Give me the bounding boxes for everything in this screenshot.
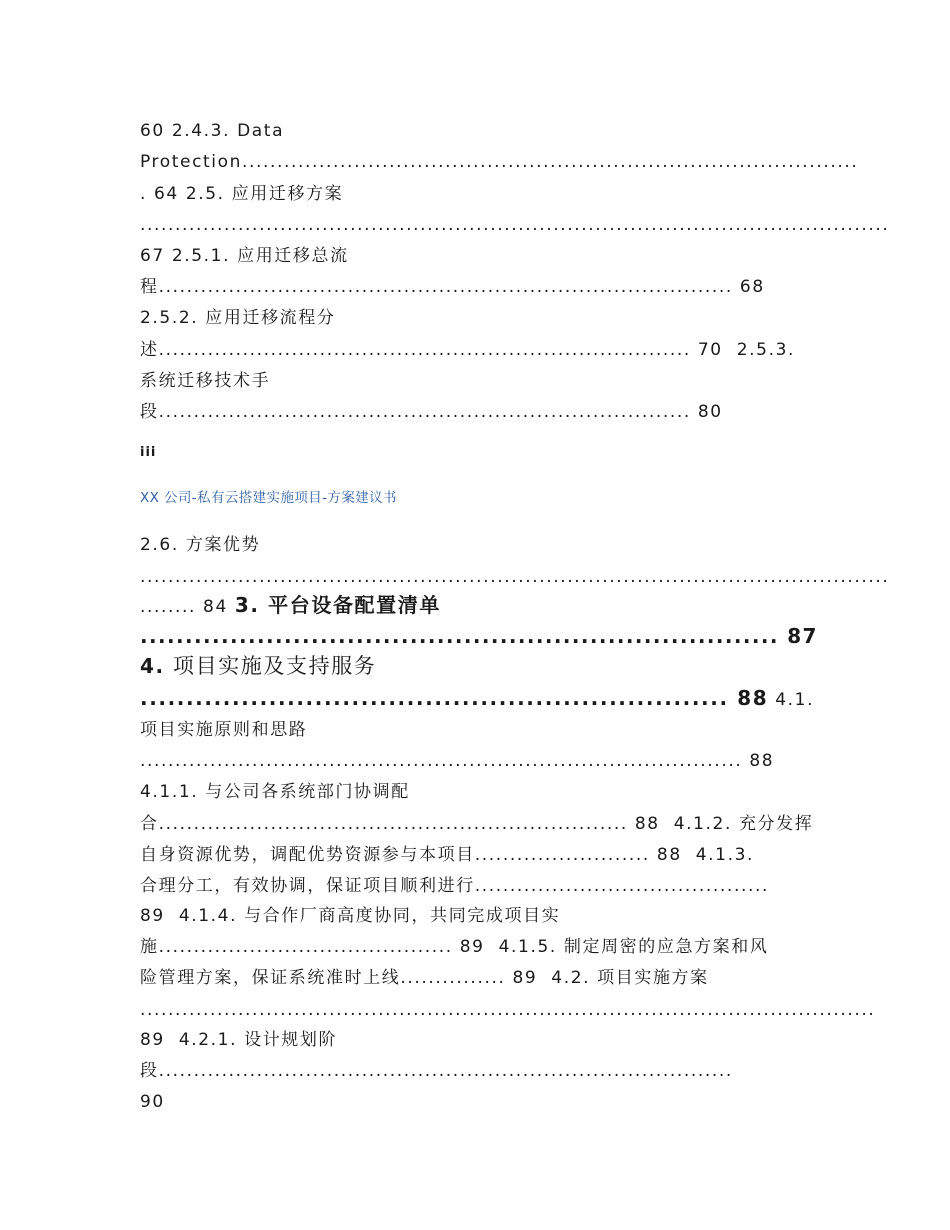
toc-line: 述............................................................................ 70 2.5.3. [140,340,795,360]
toc-section-number: 4.1. [768,690,815,710]
toc-chapter-title: 项目实施及支持服务 [164,654,377,678]
toc-line: 67 2.5.1. 应用迁移总流 [140,246,349,266]
toc-line: 90 [140,1092,165,1112]
toc-line: ......................................................................................................... [140,1000,876,1020]
page-number: iii [140,445,157,460]
toc-line [140,655,376,679]
toc-line: Protection........................................................................................ [140,152,859,172]
running-header: XX 公司-私有云搭建实施项目-方案建议书 [140,490,397,506]
toc-line: 89 4.1.4. 与合作厂商高度协同，共同完成项目实 [140,906,561,926]
toc-line: 89 4.2.1. 设计规划阶 [140,1030,338,1050]
toc-line: 程.................................................................................. 68 [140,277,765,297]
toc-line: 险管理方案，保证系统准时上线............... 89 4.2. 项目实施方案 [140,968,709,988]
toc-line: ........................................................................................................... [140,567,890,587]
toc-line: 自身资源优势，调配优势资源参与本项目......................... 88 4.1.3. [140,845,754,865]
toc-chapter-heading: 3. 平台设备配置清单 [234,593,441,617]
toc-line: ....................................................................... 87 [140,624,818,648]
toc-line: 段.................................................................................. [140,1061,733,1081]
toc-line: . 64 2.5. 应用迁移方案 [140,184,344,204]
toc-line: 2.6. 方案优势 [140,535,261,555]
toc-line: 60 2.4.3. Data [140,121,285,141]
toc-line [140,594,441,618]
toc-chapter-number: 4. [140,654,165,678]
toc-line [140,687,814,711]
toc-line: 系统迁移技术手 [140,371,271,391]
toc-dots: ........ 84 [140,597,235,617]
toc-line: 合理分工，有效协调，保证项目顺利进行.......................................... [140,876,769,896]
toc-line: 段............................................................................ 80 [140,402,723,422]
toc-line: 施.......................................... 89 4.1.5. 制定周密的应急方案和风 [140,937,769,957]
toc-line: ...................................................................................... 88 [140,751,775,771]
toc-line: 项目实施原则和思路 [140,720,308,740]
toc-line: 合................................................................... 88 4.1.2. 充分发挥 [140,814,814,834]
toc-line: ........................................................................................................... [140,215,890,235]
toc-line: 4.1.1. 与公司各系统部门协调配 [140,782,410,802]
toc-line: 2.5.2. 应用迁移流程分 [140,308,336,328]
toc-dots: ................................................................ 88 [140,686,769,710]
